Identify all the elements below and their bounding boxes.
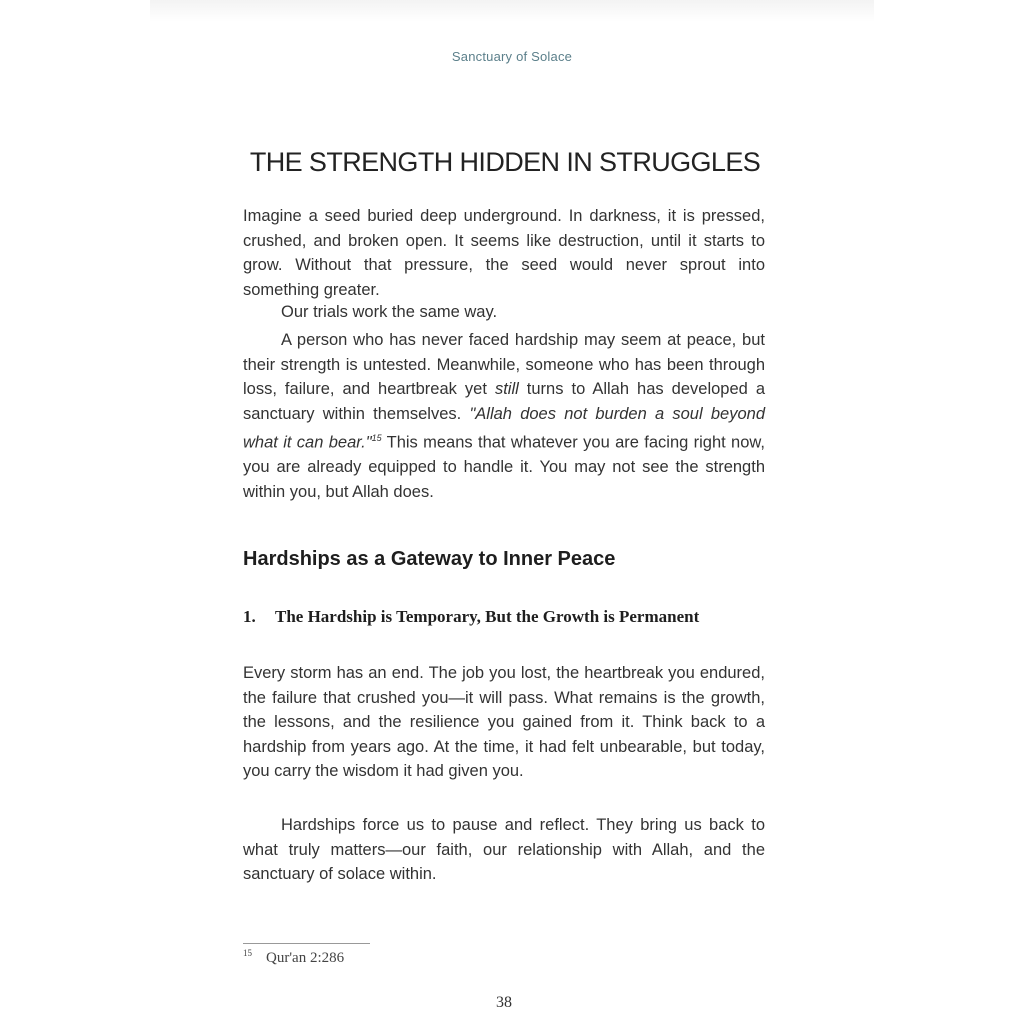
footnote-number: 15	[243, 948, 252, 958]
chapter-title: THE STRENGTH HIDDEN IN STRUGGLES	[249, 147, 761, 177]
paragraph-trials: Our trials work the same way.	[281, 303, 498, 321]
paragraph-text: turns to Allah has developed a sanctuary within themselves.	[243, 380, 765, 423]
subheading-text: The Hardship is Temporary, But the Growth is Permanent	[275, 607, 700, 626]
paragraph-text: This means that whatever you are facing right now, you are already equipped to handle it. You may not see the strength within you, but Allah does.	[243, 433, 766, 502]
footnote-reference: 15	[371, 433, 382, 444]
emphasis-still: still	[494, 380, 519, 399]
paragraph-text: A person who has never faced hardship may seem at peace, but their strength is untested. Meanwhile, someone who has been through loss, failure, and heartbreak yet	[243, 331, 765, 399]
subheading-number: 1.	[243, 607, 256, 626]
section-heading: Hardships as a Gateway to Inner Peace	[243, 548, 616, 570]
paragraph-hardship	[243, 328, 765, 505]
footnote-text: Qur'an 2:286	[266, 950, 345, 966]
paragraph-reflect: Hardships force us to pause and reflect. They bring us back to what truly matters—our faith, our relationship with Allah, and the sanctuary of solace within.	[243, 816, 765, 884]
numbered-subheading	[243, 605, 703, 629]
page-number: 38	[496, 994, 512, 1011]
page-top-shadow	[150, 0, 874, 22]
paragraph-storm: Every storm has an end. The job you lost, the heartbreak you endured, the failure that crushed you—it will pass. What remains is the growth, the lessons, and the resilience you gained from it. Think back to a hardship from years ago. At the time, it had felt unbearable, but today, you carry the wisdom it had given you.	[243, 664, 765, 781]
paragraph-seed: Imagine a seed buried deep underground. In darkness, it is pressed, crushed, and broken open. It seems like destruction, until it starts to grow. Without that pressure, the seed would never sprout into something greater.	[243, 207, 765, 299]
quran-quote: "Allah does not burden a soul beyond what it can bear."	[243, 404, 765, 452]
running-head: Sanctuary of Solace	[451, 49, 573, 64]
footnote-divider	[243, 943, 370, 944]
footnote	[243, 948, 344, 967]
